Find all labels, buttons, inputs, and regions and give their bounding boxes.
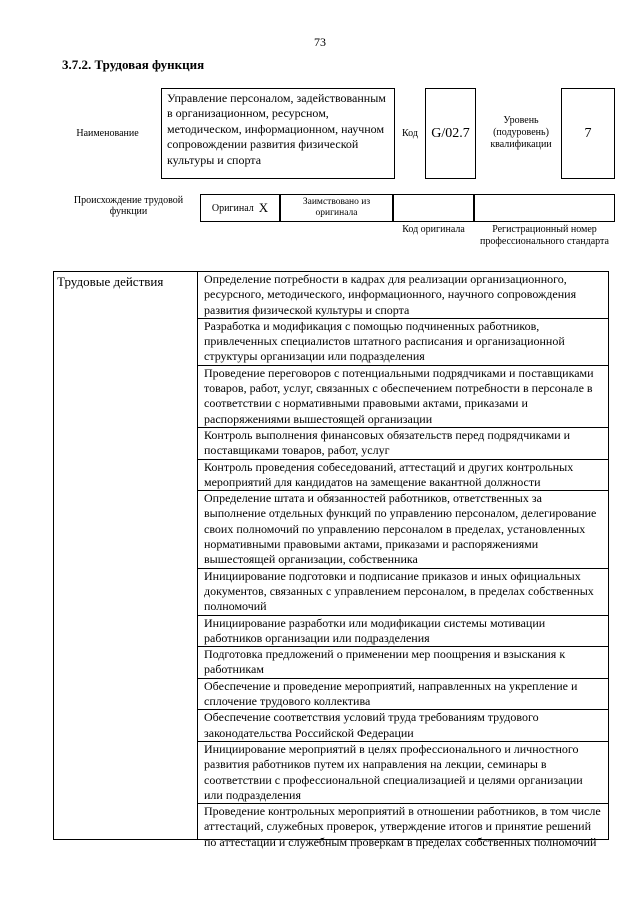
work-actions-list <box>198 272 608 850</box>
work-action-item: Инициирование разработки или модификации системы мотивации работников организации или подразделения <box>198 616 608 648</box>
work-action-item: Инициирование подготовки и подписание приказов и иных официальных документов, связанных с управлением персоналом, в пределах собственных полномочий <box>198 569 608 616</box>
work-action-item: Разработка и модификация с помощью подчиненных работников, привлеченных специалистов штатного расписания и организационной структуры организации или подразделения <box>198 319 608 366</box>
name-label: Наименование <box>76 128 139 139</box>
original-label: Оригинал <box>211 202 254 214</box>
work-action-item: Определение штата и обязанностей работников, ответственных за выполнение отдельных функций по управлению персоналом, делегирование своих полномочий по управлению персоналом в пределах, установленных нормативными правовыми актами, приказами и распоряжениями вышестоящей организации, собственника <box>198 491 608 568</box>
work-action-item: Контроль проведения собеседований, аттестаций и других контрольных мероприятий для кандидатов на замещение вакантной должности <box>198 460 608 492</box>
page-number: 73 <box>314 35 326 49</box>
function-code: G/02.7 <box>425 88 476 179</box>
origin-label: Происхождение трудовой функции <box>73 195 184 217</box>
original-mark: X <box>258 200 269 215</box>
original-code-caption: Код оригинала <box>402 224 465 235</box>
function-name: Управление персоналом, задействованным в организационном, ресурсном, методическом, информационном, научном сопровождении развития физической культуры и спорта <box>161 88 395 179</box>
work-action-item: Подготовка предложений о применении мер поощрения и взыскания к работникам <box>198 647 608 679</box>
registration-number-caption: Регистрационный номер профессионального стандарта <box>480 224 609 247</box>
original-code-cell <box>393 194 474 222</box>
work-action-item: Обеспечение и проведение мероприятий, направленных на укрепление и сплочение трудового коллектива <box>198 679 608 711</box>
section-title: 3.7.2. Трудовая функция <box>62 57 205 72</box>
registration-number-cell <box>474 194 615 222</box>
qualification-level-label: Уровень (подуровень) квалификации <box>490 115 552 150</box>
work-action-item: Обеспечение соответствия условий труда требованиям трудового законодательства Российской Федерации <box>198 710 608 742</box>
original-cell <box>200 194 280 222</box>
borrowed-cell: Заимствовано из оригинала <box>280 194 393 222</box>
work-action-item: Контроль выполнения финансовых обязательств перед подрядчиками и поставщиками товаров, работ, услуг <box>198 428 608 460</box>
work-action-item: Инициирование мероприятий в целях профессионального и личностного развития работников путем их направления на лекции, семинары в соответствии с профессиональной специализацией и целями организации или подразделения <box>198 742 608 804</box>
work-actions-label: Трудовые действия <box>57 274 164 289</box>
code-label: Код <box>402 128 418 139</box>
work-action-item: Определение потребности в кадрах для реализации организационного, ресурсного, методического, информационного, научного сопровождения развития физической культуры и спорта <box>198 272 608 319</box>
work-action-item: Проведение контрольных мероприятий в отношении работников, в том числе аттестаций, служебных проверок, утверждение итогов и принятие решений по аттестации и служебным проверкам в пределах собственных полномочий <box>204 804 601 849</box>
qualification-level: 7 <box>561 88 615 179</box>
work-action-item: Проведение переговоров с потенциальными подрядчиками и поставщиками товаров, работ, услуг, связанных с обеспечением потребности в персонале в соответствии с нормативными правовыми актами, приказами и распоряжениями вышестоящей организации <box>198 366 608 428</box>
